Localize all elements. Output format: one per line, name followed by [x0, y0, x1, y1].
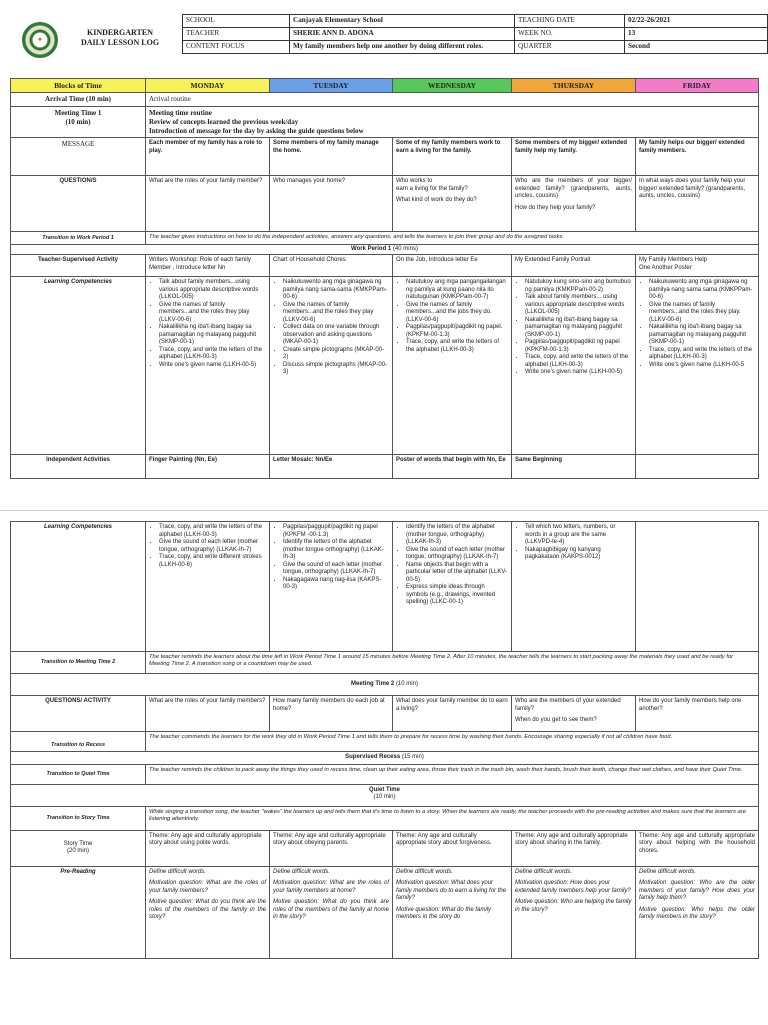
quarter-label: QUARTER — [515, 41, 625, 54]
competency-item: • Nakapagbibigay ng kanyang pagkakataon (KAKPS-0012) — [525, 547, 632, 562]
transition-meeting2-label: Transition to Meeting Time 2 — [11, 652, 146, 674]
prereading-tue: Define difficult words. Motivation question: What are the roles of your family members at home? Motive question: What do you think are roles of the members of the family at home in the story? — [270, 866, 393, 958]
work-period1-row — [11, 244, 759, 255]
meeting1-row — [11, 107, 759, 138]
competency-item: • Trace, copy, and write the letters of the alphabet (LLKH-00-3) — [159, 347, 266, 362]
story-fri: Theme: Any age and culturally appropriate story about helping with the household chores. — [636, 830, 759, 866]
lc1-fri — [636, 277, 759, 455]
qa2-mon: What are the roles of your family members? — [146, 696, 270, 732]
competency-item: • Write one's given name (LLKH-00-5) — [525, 369, 632, 377]
transition-story-row — [11, 806, 759, 830]
story-label: Story Time (20 min) — [11, 830, 146, 866]
tsa-mon: Writers Workshop: Role of each family Member , Introduce letter Nn — [146, 255, 270, 277]
quiet-heading: Quiet Time (10 min) — [11, 784, 759, 806]
qa2-wed: What does your family member do to earn a living? — [393, 696, 512, 732]
thursday-header: THURSDAY — [512, 79, 636, 93]
competency-item: • Give the sound of each letter (mother tongue, orthography) (LLKAK-Ih-7) — [159, 539, 266, 554]
content-focus-label: CONTENT FOCUS — [183, 41, 290, 54]
story-wed: Theme: Any age and culturally appropriate story about forgiveness. — [393, 830, 512, 866]
lc1-row — [11, 277, 759, 455]
transition-work1-label: Transition to Work Period 1 — [11, 232, 146, 244]
meta-table — [182, 14, 768, 54]
teaching-date-label: TEACHING DATE — [515, 15, 625, 28]
competency-item: • Naikukuwento ang mga ginagawa ng pamilya nang sama sama (KMKPPam-00-6) — [649, 279, 755, 302]
blocks-of-time-header: Blocks of Time — [11, 79, 146, 93]
school-value: Canjayak Elementary School — [290, 15, 515, 28]
competency-item: • Give the sound of each letter (mother tongue, orthography) (LLKAK-Ih-7) — [406, 547, 508, 562]
schedule-table-2 — [10, 521, 759, 959]
indep-row — [11, 455, 759, 479]
lc2-wed — [393, 522, 512, 652]
meeting2-heading: Meeting Time 2 (10 min) — [11, 674, 759, 696]
wednesday-header: WEDNESDAY — [393, 79, 512, 93]
friday-header: FRIDAY — [636, 79, 759, 93]
lc2-fri — [636, 522, 759, 652]
message-row — [11, 138, 759, 176]
recess-row — [11, 752, 759, 765]
qa2-tue: How many family members do each job at home? — [270, 696, 393, 732]
tsa-fri: My Family Members Help One Another Poster — [636, 255, 759, 277]
competency-item: • Nakalilikha ng iba't-ibang bagay sa pamamagitan ng malayang pagguhit (SKMP-00-1) — [159, 324, 266, 347]
lc1-mon — [146, 277, 270, 455]
indep-mon: Finger Painting (Nn, Ee) — [146, 455, 270, 479]
qa2-row — [11, 696, 759, 732]
competency-item: • Pagpilas/pagpupit/pagdikit ng papel. (KPKFM-00-1.3) — [406, 324, 508, 339]
transition-quiet-label: Transition to Quiet Time — [11, 764, 146, 784]
competency-item: • Identify the letters of the alphabet (mother tongue orthography) (LLKAK-Ih-3) — [283, 539, 389, 562]
transition-quiet-row — [11, 764, 759, 784]
meeting2-row — [11, 674, 759, 696]
competency-item: • Give the names of family members...and the roles they play (LLKV-00-6) — [283, 302, 389, 325]
competency-list — [273, 524, 389, 592]
competency-item: • Natutukoy kung sino-sino ang bumubuo ng pamilya (KMKPPam-00-2) — [525, 279, 632, 294]
transition-story-label: Transition to Story Time — [11, 806, 146, 830]
lc1-thu — [512, 277, 636, 455]
page-1 — [0, 0, 768, 478]
competency-list — [273, 279, 389, 377]
lc2-mon — [146, 522, 270, 652]
tsa-row — [11, 255, 759, 277]
competency-item: • Name objects that begin with a particular letter of the alphabet (LLKV-00-5) — [406, 562, 508, 585]
competency-item: • Write one's given name (LLKH-00-5 — [649, 362, 755, 370]
competency-item: • Trace, copy, and write the letters of the alphabet (LLKH-00-3) — [649, 347, 755, 362]
lc2-tue — [270, 522, 393, 652]
teaching-date-value: 02/22-26/2021 — [625, 15, 768, 28]
school-label: SCHOOL — [183, 15, 290, 28]
competency-item: • Pagpilas/paggupit/pagdikit ng papel (KPKFM-00-1.3) — [525, 339, 632, 354]
lesson-log-header — [10, 14, 758, 66]
questions-mon: What are the roles of your family member? — [146, 176, 270, 232]
tuesday-header: TUESDAY — [270, 79, 393, 93]
lc1-wed — [393, 277, 512, 455]
competency-list — [515, 279, 632, 377]
log-title: KINDERGARTEN DAILY LESSON LOG — [80, 28, 160, 48]
prereading-mon: Define difficult words. Motivation question: What are the roles of your family members? Motive question: What do you think are the roles of the members of the family in the story? — [146, 866, 270, 958]
questions-row — [11, 176, 759, 232]
competency-item: • Nakalilikha ng iba't-ibang bagay sa pamamagitan ng malayang pagguhit (SKMP-00-1) — [649, 324, 755, 347]
tsa-tue: Chart of Household Chores — [270, 255, 393, 277]
prereading-row — [11, 866, 759, 958]
message-tue: Some members of my family manage the home. — [270, 138, 393, 176]
competency-list — [639, 279, 755, 369]
competency-item: • Natutukoy ang mga pangangailangan ng pamilya at kung paano nila ito natutugunan (KMKPPam-00-7) — [406, 279, 508, 302]
lc2-label: Learning Competencies — [11, 522, 146, 652]
questions-label: QUESTION/S — [11, 176, 146, 232]
week-value: 13 — [625, 28, 768, 41]
schedule-table-1 — [10, 78, 759, 479]
transition-quiet-text: The teacher reminds the children to pack away the things they used in recess time, clean up their eating area, throw their trash in the trash bin, wash their hands, brush their teeth, change their wet clothes, and have their Quiet Time. — [146, 764, 759, 784]
indep-label: Independent Activities — [11, 455, 146, 479]
qa2-thu: Who are the members of your extended family? When do you get to see them? — [512, 696, 636, 732]
story-tue: Theme: Any age and culturally appropriate story about obeying parents. — [270, 830, 393, 866]
competency-list — [396, 524, 508, 607]
teacher-value: SHERIE ANN D. ADONA — [290, 28, 515, 41]
transition-meeting2-text: The teacher reminds the learners about the time left in Work Period Time 1 around 15 minutes before Meeting Time 2. After 10 minutes, the teacher tells the learners to start packing away the materials they used and be ready for Meeting Time 2. A transition song or a countdown may be used. — [146, 652, 759, 674]
lc2-thu — [512, 522, 636, 652]
message-thu: Some members of my bigger/ extended family help my family. — [512, 138, 636, 176]
competency-item: • Write one's given name (LLKH-00-5) — [159, 362, 266, 370]
competency-item: • Trace, copy, and write the letters of the alphabet (LLKH-00-3) — [406, 339, 508, 354]
message-mon: Each member of my family has a role to play. — [146, 138, 270, 176]
prereading-fri: Define difficult words. Motivation question: Who are the older members of your family? How does your family help them? Motive question: Who helps the older family members in the story? — [636, 866, 759, 958]
message-fri: My family helps our bigger/ extended family members. — [636, 138, 759, 176]
deped-seal-icon: ✦ — [22, 22, 58, 58]
arrival-row — [11, 93, 759, 107]
competency-list — [149, 524, 266, 569]
competency-item: • Talk about family members... using various appropriate descriptive words (LLKOL-005) — [525, 294, 632, 317]
questions-tue: Who manages your home? — [270, 176, 393, 232]
page-2 — [0, 510, 768, 1025]
competency-item: • Express simple ideas through symbols (e.g., drawings, invented spelling) (LLKC-00-1) — [406, 584, 508, 607]
competency-item: • Give the sound of each letter (mother tongue, orthography) (LLKAK-Ih-7) — [283, 562, 389, 577]
transition-work1-row — [11, 232, 759, 244]
competency-item: • Tell which two letters, numbers, or words in a group are the same (LLKVPD-Ie-4) — [525, 524, 632, 547]
transition-story-text: While singing a transition song, the teacher "wakes" the learners up and tells them that it's time to listen to a story. When the learners are ready, the teacher proceeds with the pre-reading activities and makes sure that the learners are listening attentively. — [146, 806, 759, 830]
competency-item: • Identify the letters of the alphabet (mother tongue, orthography) (LLKAK-Ih-3) — [406, 524, 508, 547]
quarter-value: Second — [625, 41, 768, 54]
transition-meeting2-row — [11, 652, 759, 674]
prereading-thu: Define difficult words. Motivation question: How does your extended family members help your family? Motive question: Who are helping the family in the story? — [512, 866, 636, 958]
message-wed: Some of my family members work to earn a living for the family. — [393, 138, 512, 176]
tsa-label: Teacher-Supervised Activity — [11, 255, 146, 277]
competency-item: • Collect data on one variable through observation and asking questions (MKAP-00-1) — [283, 324, 389, 347]
prereading-wed: Define difficult words. Motivation question: What does your family members do to earn a living for the family? Motive question: What do the family members in the story do — [393, 866, 512, 958]
questions-thu: Who are the members of your bigger/ extended family? (grandparents, aunts, uncles, cousins) How do they help your family? — [512, 176, 636, 232]
arrival-value: Arrival routine — [146, 93, 759, 107]
meeting1-routine: Meeting time routine Review of concepts learned the previous week/day Introduction of message for the day by asking the guide questions below — [146, 107, 759, 138]
story-thu: Theme: Any age and culturally appropriate story about sharing in the family. — [512, 830, 636, 866]
qa2-label: QUESTIONS/ ACTIVITY — [11, 696, 146, 732]
questions-wed: Who works to earn a living for the family? What kind of work do they do? — [393, 176, 512, 232]
tsa-wed: On the Job, Introduce letter Ee — [393, 255, 512, 277]
transition-work1-text: The teacher gives instructions on how to do the independent activities, answers any questions, and tells the learners to join their group and do the assigned tasks. — [146, 232, 759, 244]
competency-item: • Trace, copy, and write different strokes (LLKH-00-6) — [159, 554, 266, 569]
recess-heading: Supervised Recess (15 min) — [11, 752, 759, 765]
competency-item: • Trace, copy, and write the letters of the alphabet (LLKH-00-3) — [159, 524, 266, 539]
competency-list — [149, 279, 266, 369]
quiet-row — [11, 784, 759, 806]
competency-item: • Give the names of family members...and the roles they play (LLKV-00-6) — [159, 302, 266, 325]
competency-list — [515, 524, 632, 562]
teacher-label: TEACHER — [183, 28, 290, 41]
lc1-tue — [270, 277, 393, 455]
arrival-label: Arrival Time (10 min) — [11, 93, 146, 107]
transition-recess-text: The teacher commends the learners for the work they did in Work Period Time 1 and tells them to prepare for recess time by washing their hands. Encourage sharing especially if not all children have food. — [146, 732, 759, 752]
content-focus-value: My family members help one another by doing different roles. — [290, 41, 515, 54]
lc1-label: Learning Competencies — [11, 277, 146, 455]
competency-item: • Talk about family members...using various appropriate descriptive words (LLKOL-005) — [159, 279, 266, 302]
competency-item: • Nakalilikha ng iba't-ibang bagay sa pamamagitan ng malayang pagguhit (SKMP-00-1) — [525, 317, 632, 340]
competency-item: • Create simple pictographs (MKAP-00-2) — [283, 347, 389, 362]
questions-fri: In what ways does your family help your bigger/ extended family? (grandparents, aunts, uncles, cousins) — [636, 176, 759, 232]
competency-item: • Naikukuwento ang mga ginagawa ng pamilya nang sama-sama (KMKPPam-00-6) — [283, 279, 389, 302]
transition-recess-label: Transition to Recess — [11, 732, 146, 752]
competency-item: • Trace, copy, and write the letters of the alphabet (LLKH-00-3) — [525, 354, 632, 369]
competency-item: • Give the names of family members...and the roles they play. (LLKV-00-6) — [649, 302, 755, 325]
competency-list — [396, 279, 508, 354]
qa2-fri: How do your family members help one another? — [636, 696, 759, 732]
competency-item: • Pagpilas/paggupit/pagdikit ng papel (KPKFM -00-1.3) — [283, 524, 389, 539]
prereading-label: Pre-Reading — [11, 866, 146, 958]
monday-header: MONDAY — [146, 79, 270, 93]
indep-wed: Poster of words that begin with Nn, Ee — [393, 455, 512, 479]
indep-thu: Same Beginning — [512, 455, 636, 479]
indep-tue: Letter Mosaic: Nn/Ee — [270, 455, 393, 479]
transition-recess-row — [11, 732, 759, 752]
tsa-thu: My Extended Family Portrait — [512, 255, 636, 277]
competency-item: • Give the names of family members...and the jobs they do. (LLKV-00-6) — [406, 302, 508, 325]
story-row — [11, 830, 759, 866]
story-mon: Theme: Any age and culturally appropriate story about using polite words. — [146, 830, 270, 866]
competency-item: • Discuss simple pictographs (MKAP-00-3) — [283, 362, 389, 377]
meeting1-label: Meeting Time 1 (10 min) — [11, 107, 146, 138]
work-period1-heading: Work Period 1 (40 mins) — [11, 244, 759, 255]
indep-fri — [636, 455, 759, 479]
lc2-row — [11, 522, 759, 652]
message-label: MESSAGE — [11, 138, 146, 176]
week-label: WEEK NO. — [515, 28, 625, 41]
competency-item: • Nakagagawa nang nag-iisa (KAKPS-00-3) — [283, 577, 389, 592]
day-header-row — [11, 79, 759, 93]
